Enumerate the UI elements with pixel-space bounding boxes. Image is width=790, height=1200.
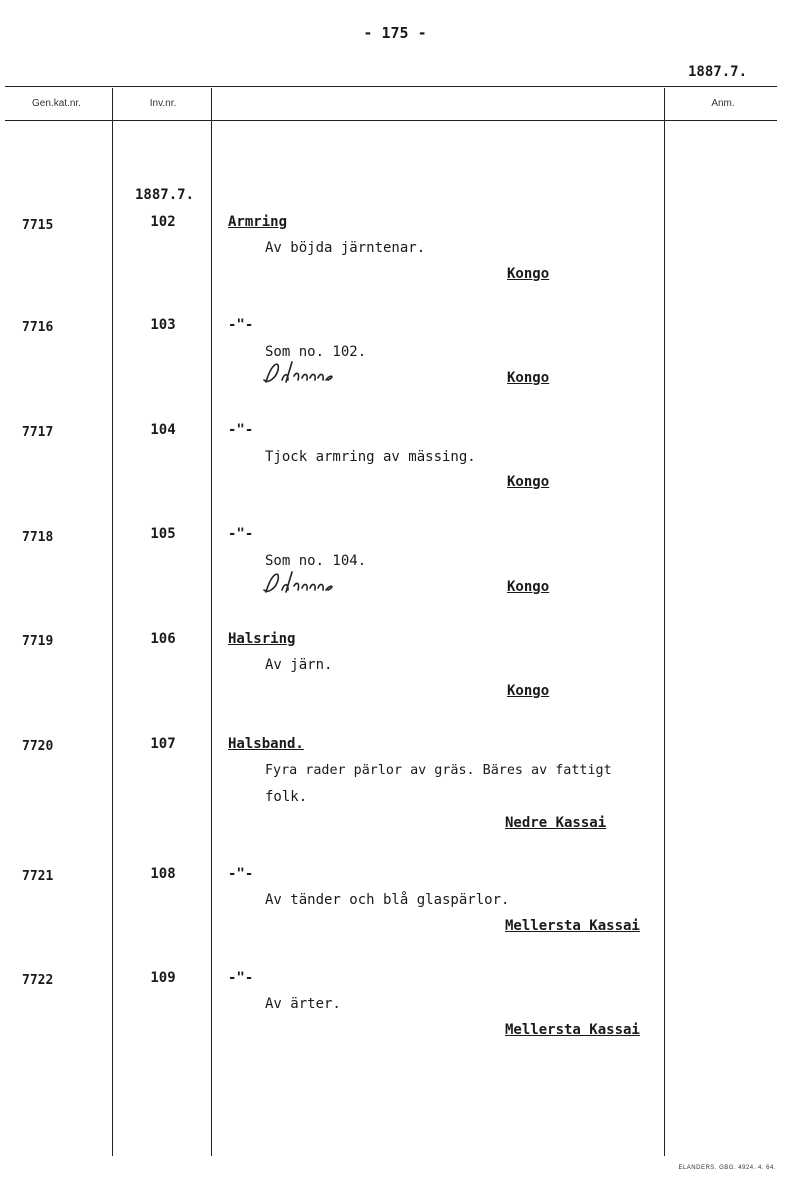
object-description: Av tänder och blå glaspärlor. bbox=[265, 892, 510, 908]
place-of-origin: Kongo bbox=[507, 474, 550, 490]
gen-kat-nr: 7719 bbox=[22, 634, 54, 649]
header-bottom-rule bbox=[5, 120, 777, 121]
object-title: Armring bbox=[228, 214, 288, 230]
inv-nr: 102 bbox=[150, 214, 176, 230]
gen-kat-nr: 7717 bbox=[22, 425, 54, 440]
object-description: Som no. 102. bbox=[265, 344, 367, 360]
object-description: Av järn. bbox=[265, 657, 333, 673]
header-anm: Anm. bbox=[711, 98, 735, 109]
inv-nr: 109 bbox=[150, 970, 176, 986]
inv-nr: 107 bbox=[150, 736, 176, 752]
handwritten-signature bbox=[258, 568, 348, 598]
header-inv-nr: Inv.nr. bbox=[149, 98, 177, 109]
object-description: Fyra rader pärlor av gräs. Bäres av fattigt bbox=[265, 763, 612, 778]
place-of-origin: Kongo bbox=[507, 370, 550, 386]
gen-kat-nr: 7721 bbox=[22, 869, 54, 884]
catalog-reference: 1887.7. bbox=[688, 64, 748, 80]
object-title: Halsring bbox=[228, 631, 296, 647]
object-description: Av böjda järntenar. bbox=[265, 240, 426, 256]
object-description: Tjock armring av mässing. bbox=[265, 449, 476, 465]
inv-nr: 104 bbox=[150, 422, 176, 438]
gen-kat-nr: 7716 bbox=[22, 320, 54, 335]
object-description-continued: folk. bbox=[265, 789, 308, 805]
place-of-origin: Mellersta Kassai bbox=[505, 1022, 640, 1038]
column-divider-inv bbox=[211, 88, 212, 1156]
object-description: Som no. 104. bbox=[265, 553, 367, 569]
inv-nr: 108 bbox=[150, 866, 176, 882]
object-title: Halsband. bbox=[228, 736, 304, 752]
gen-kat-nr: 7722 bbox=[22, 973, 54, 988]
gen-kat-nr: 7718 bbox=[22, 530, 54, 545]
column-divider-gen bbox=[112, 88, 113, 1156]
header-top-rule bbox=[5, 86, 777, 87]
inv-nr: 105 bbox=[150, 526, 176, 542]
handwritten-signature bbox=[258, 358, 348, 388]
ditto-mark: -"- bbox=[228, 526, 254, 542]
gen-kat-nr: 7720 bbox=[22, 739, 54, 754]
place-of-origin: Nedre Kassai bbox=[505, 815, 607, 831]
header-gen-kat-nr: Gen.kat.nr. bbox=[32, 98, 81, 109]
place-of-origin: Kongo bbox=[507, 579, 550, 595]
place-of-origin: Kongo bbox=[507, 683, 550, 699]
gen-kat-nr: 7715 bbox=[22, 218, 54, 233]
ditto-mark: -"- bbox=[228, 422, 254, 438]
ditto-mark: -"- bbox=[228, 866, 254, 882]
printer-imprint: ELANDERS. GBG. 4924. 4. 64. bbox=[678, 1165, 776, 1171]
column-divider-anm bbox=[664, 88, 665, 1156]
object-description: Av ärter. bbox=[265, 996, 341, 1012]
ditto-mark: -"- bbox=[228, 970, 254, 986]
group-label: 1887.7. bbox=[135, 187, 195, 203]
page-number: - 175 - bbox=[363, 24, 427, 42]
inv-nr: 106 bbox=[150, 631, 176, 647]
ditto-mark: -"- bbox=[228, 317, 254, 333]
inv-nr: 103 bbox=[150, 317, 176, 333]
place-of-origin: Mellersta Kassai bbox=[505, 918, 640, 934]
place-of-origin: Kongo bbox=[507, 266, 550, 282]
